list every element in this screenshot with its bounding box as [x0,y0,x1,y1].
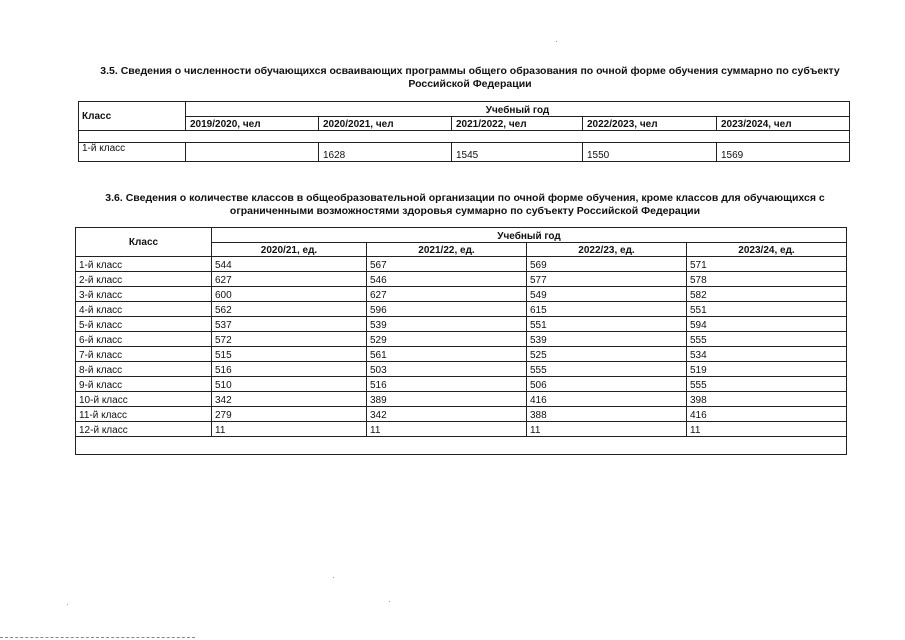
table-cell: 546 [367,272,527,287]
table-cell: 577 [527,272,687,287]
table-cell: 551 [527,317,687,332]
table-cell: 1545 [452,143,583,162]
table-cell: 594 [687,317,847,332]
table-cell [186,143,319,162]
table-cell: 627 [367,287,527,302]
table-row [79,143,850,162]
table-cell: 516 [212,362,367,377]
year-header: 2021/22, ед. [367,243,527,257]
year-header: 2022/2023, чел [583,117,717,131]
row-label: 9-й класс [76,377,212,392]
table-cell: 1628 [319,143,452,162]
scan-speck [333,577,334,578]
section-3-6-title: 3.6. Сведения о количестве классов в общеобразовательной организации по очной форме обучения, кроме классов для обучающихся с ограниченными возможностями здоровья суммарно по субъекту Российской Федерации [105,192,825,217]
table-row [76,362,847,377]
academic-year-group-header: Учебный год [212,228,847,243]
year-header: 2020/2021, чел [319,117,452,131]
table-cell: 534 [687,347,847,362]
table-cell: 11 [212,422,367,437]
table-cell: 555 [687,377,847,392]
table-cell: 503 [367,362,527,377]
year-header: 2023/2024, чел [717,117,850,131]
year-header: 2022/23, ед. [527,243,687,257]
table-cell: 1569 [717,143,850,162]
row-label: 7-й класс [76,347,212,362]
year-header: 2020/21, ед. [212,243,367,257]
table-cell: 549 [527,287,687,302]
row-label: 1-й класс [79,143,186,162]
table-cell: 515 [212,347,367,362]
table-cell: 510 [212,377,367,392]
table-cell: 342 [212,392,367,407]
empty-row [76,437,847,455]
table-row [76,422,847,437]
scan-speck [389,601,390,602]
table-cell: 525 [527,347,687,362]
row-label: 12-й класс [76,422,212,437]
table-cell: 572 [212,332,367,347]
table-cell: 567 [367,257,527,272]
table-cell: 561 [367,347,527,362]
table-row [76,377,847,392]
row-label: 11-й класс [76,407,212,422]
table-cell: 506 [527,377,687,392]
table-row [76,302,847,317]
table-cell: 11 [367,422,527,437]
empty-row [79,131,850,143]
class-column-header: Класс [76,228,212,257]
table-cell: 551 [687,302,847,317]
scan-edge-line [0,637,195,638]
table-cell: 555 [687,332,847,347]
year-header: 2023/24, ед. [687,243,847,257]
table-row [76,392,847,407]
table-cell: 389 [367,392,527,407]
row-label: 4-й класс [76,302,212,317]
table-cell: 388 [527,407,687,422]
row-label: 2-й класс [76,272,212,287]
row-label: 6-й класс [76,332,212,347]
table-cell: 279 [212,407,367,422]
table-cell: 539 [527,332,687,347]
table-cell: 627 [212,272,367,287]
classes-table-body [76,257,847,437]
row-label: 3-й класс [76,287,212,302]
table-row [76,407,847,422]
table-cell: 555 [527,362,687,377]
table-cell: 11 [527,422,687,437]
scan-speck [67,604,68,605]
table-cell: 600 [212,287,367,302]
year-header: 2021/2022, чел [452,117,583,131]
table-row [76,257,847,272]
table-row [76,332,847,347]
table-cell: 519 [687,362,847,377]
table-cell: 416 [687,407,847,422]
table-cell: 615 [527,302,687,317]
table-row [76,317,847,332]
table-cell: 562 [212,302,367,317]
table-row [76,272,847,287]
table-cell: 1550 [583,143,717,162]
table-cell: 516 [367,377,527,392]
table-row [76,347,847,362]
class-column-header: Класс [79,102,186,131]
scan-speck [556,41,557,42]
table-cell: 582 [687,287,847,302]
row-label: 1-й класс [76,257,212,272]
table-cell: 11 [687,422,847,437]
table-cell: 539 [367,317,527,332]
table-cell: 578 [687,272,847,287]
table-cell: 569 [527,257,687,272]
table-cell: 544 [212,257,367,272]
table-cell: 416 [527,392,687,407]
table-cell: 342 [367,407,527,422]
year-header: 2019/2020, чел [186,117,319,131]
table-cell: 596 [367,302,527,317]
table-row [76,287,847,302]
row-label: 5-й класс [76,317,212,332]
academic-year-group-header: Учебный год [186,102,850,117]
table-cell: 398 [687,392,847,407]
row-label: 8-й класс [76,362,212,377]
table-cell: 529 [367,332,527,347]
students-count-table [78,101,850,162]
table-cell: 537 [212,317,367,332]
table-cell: 571 [687,257,847,272]
classes-count-table [75,227,847,455]
row-label: 10-й класс [76,392,212,407]
section-3-5-title: 3.5. Сведения о численности обучающихся осваивающих программы общего образования по очной форме обучения суммарно по субъекту Российской Федерации [100,65,840,90]
